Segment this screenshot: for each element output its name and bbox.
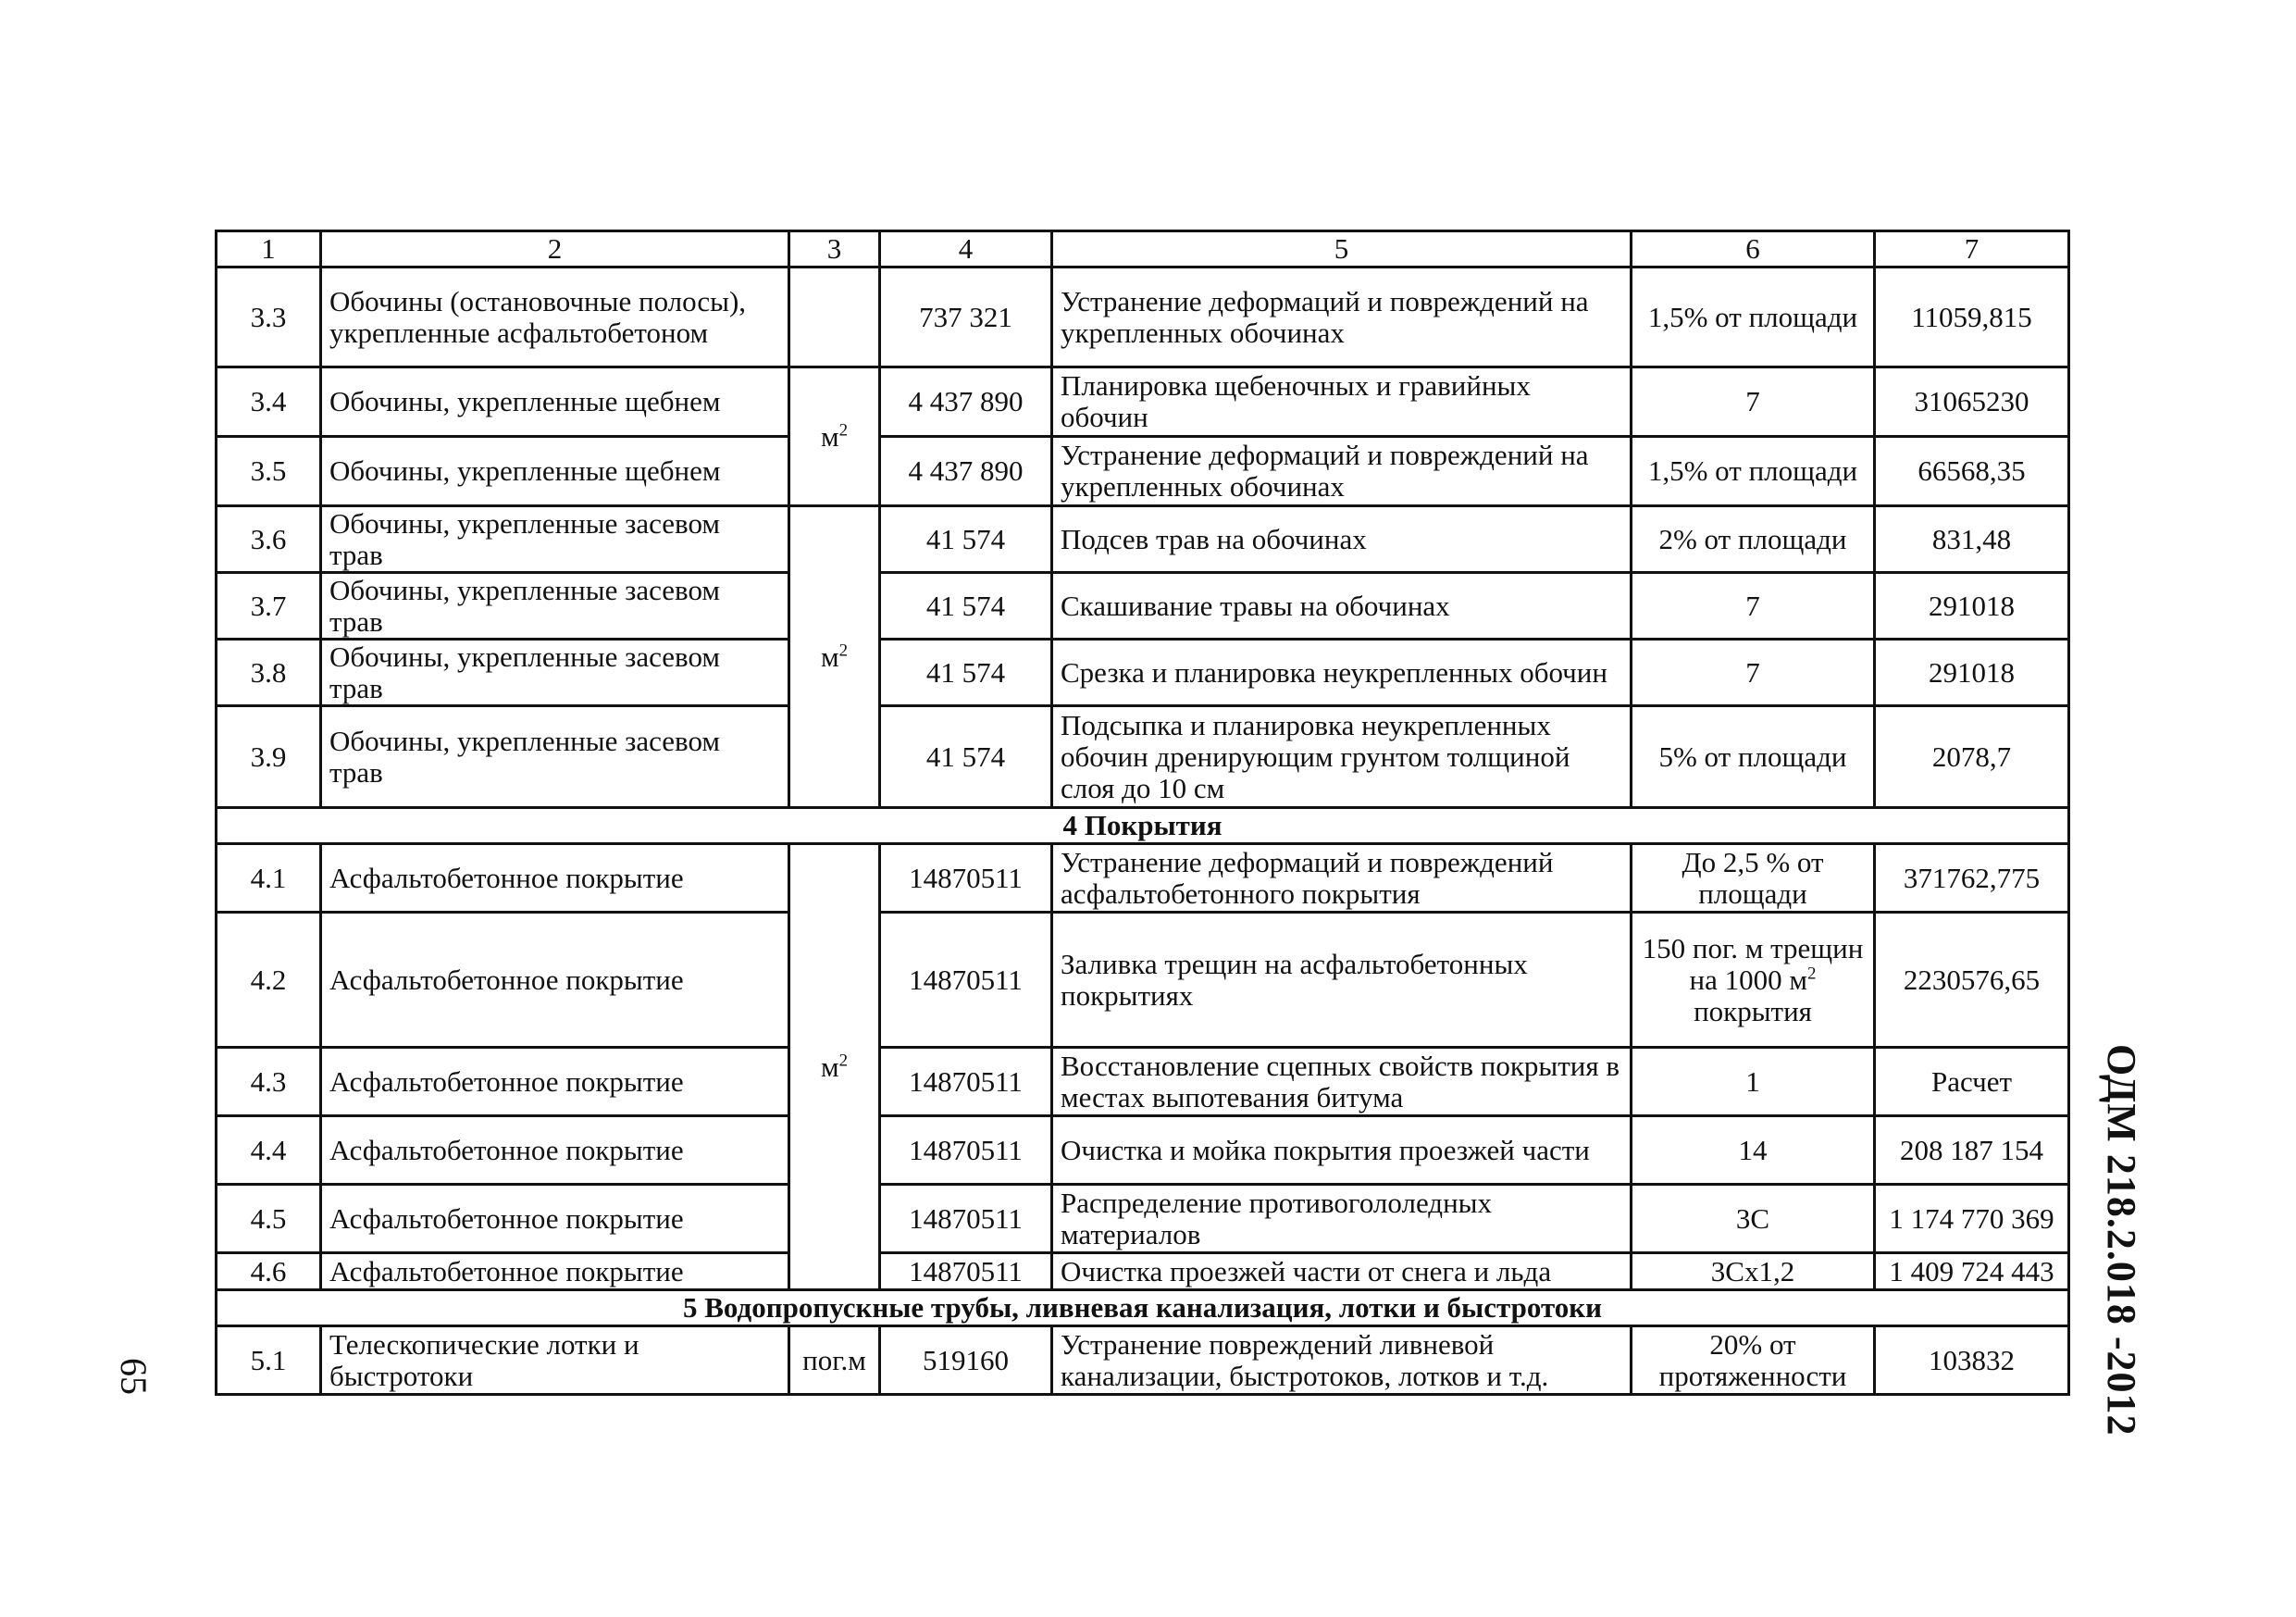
quantity: 4 437 890 [880, 367, 1052, 437]
quantity: 519160 [880, 1326, 1052, 1395]
document-id: ОДМ 218.2.018 -2012 [2099, 1044, 2144, 1437]
total: 103832 [1875, 1326, 2069, 1395]
table-row [217, 913, 2069, 1048]
header-cell: 3 [789, 231, 880, 267]
norm: 1,5% от площади [1632, 437, 1875, 506]
row-number: 4.4 [217, 1116, 321, 1185]
norm: 3Сх1,2 [1632, 1253, 1875, 1290]
table-row [217, 573, 2069, 640]
row-number: 3.3 [217, 267, 321, 367]
maintenance-norms-table [215, 230, 2070, 1396]
unit-cell [789, 506, 880, 808]
unit-cell [789, 267, 880, 367]
total: 291018 [1875, 640, 2069, 706]
norm: 5% от площади [1632, 706, 1875, 808]
row-number: 4.2 [217, 913, 321, 1048]
table-row [217, 706, 2069, 808]
table-row [217, 1253, 2069, 1290]
norm: До 2,5 % от площади [1632, 844, 1875, 913]
header-cell: 1 [217, 231, 321, 267]
header-cell: 7 [1875, 231, 2069, 267]
section-row [217, 808, 2069, 844]
quantity: 41 574 [880, 506, 1052, 573]
row-number: 3.8 [217, 640, 321, 706]
road-element: Обочины, укрепленные засевом трав [321, 506, 789, 573]
total: 831,48 [1875, 506, 2069, 573]
road-element: Асфальтобетонное покрытие [321, 1185, 789, 1253]
quantity: 14870511 [880, 1116, 1052, 1185]
road-element: Обочины, укрепленные засевом трав [321, 706, 789, 808]
unit-superscript: 2 [838, 1051, 849, 1071]
norm: 20% от протяженности [1632, 1326, 1875, 1395]
norm: 2% от площади [1632, 506, 1875, 573]
road-element: Асфальтобетонное покрытие [321, 844, 789, 913]
work-type: Планировка щебеночных и гравийных обочин [1052, 367, 1632, 437]
section-title: 4 Покрытия [217, 808, 2069, 844]
work-type: Устранение деформаций и повреждений на укрепленных обочинах [1052, 437, 1632, 506]
unit-cell [789, 367, 880, 506]
unit-cell: пог.м [789, 1326, 880, 1395]
quantity: 41 574 [880, 706, 1052, 808]
work-type: Устранение повреждений ливневой канализации, быстротоков, лотков и т.д. [1052, 1326, 1632, 1395]
quantity: 41 574 [880, 573, 1052, 640]
table-row [217, 844, 2069, 913]
row-number: 3.7 [217, 573, 321, 640]
road-element: Обочины, укрепленные засевом трав [321, 573, 789, 640]
norm: 7 [1632, 640, 1875, 706]
unit-label: м [820, 1050, 839, 1083]
unit-label: м [820, 419, 839, 453]
quantity: 14870511 [880, 844, 1052, 913]
total: Расчет [1875, 1048, 2069, 1116]
road-element: Асфальтобетонное покрытие [321, 1116, 789, 1185]
norm: 14 [1632, 1116, 1875, 1185]
row-number: 4.3 [217, 1048, 321, 1116]
quantity: 14870511 [880, 1048, 1052, 1116]
table-row [217, 640, 2069, 706]
table-row [217, 367, 2069, 437]
header-cell: 2 [321, 231, 789, 267]
work-type: Очистка проезжей части от снега и льда [1052, 1253, 1632, 1290]
row-number: 3.9 [217, 706, 321, 808]
total: 208 187 154 [1875, 1116, 2069, 1185]
work-type: Подсыпка и планировка неукрепленных обочин дренирующим грунтом толщиной слоя до 10 см [1052, 706, 1632, 808]
section-row [217, 1290, 2069, 1326]
road-element: Асфальтобетонное покрытие [321, 1048, 789, 1116]
road-element: Обочины, укрепленные засевом трав [321, 640, 789, 706]
norm: 1,5% от площади [1632, 267, 1875, 367]
work-type: Заливка трещин на асфальтобетонных покрытиях [1052, 913, 1632, 1048]
work-type: Устранение деформаций и повреждений на укрепленных обочинах [1052, 267, 1632, 367]
row-number: 3.4 [217, 367, 321, 437]
table-row [217, 1185, 2069, 1253]
table-row [217, 267, 2069, 367]
norm: 7 [1632, 573, 1875, 640]
table-row [217, 1326, 2069, 1395]
table-row [217, 1048, 2069, 1116]
row-number: 4.1 [217, 844, 321, 913]
header-cell: 6 [1632, 231, 1875, 267]
work-type: Устранение деформаций и повреждений асфальтобетонного покрытия [1052, 844, 1632, 913]
header-cell: 4 [880, 231, 1052, 267]
quantity: 41 574 [880, 640, 1052, 706]
quantity: 14870511 [880, 1253, 1052, 1290]
total: 31065230 [1875, 367, 2069, 437]
work-type: Подсев трав на обочинах [1052, 506, 1632, 573]
norm-text: 150 пог. м трещин на 1000 м [1642, 931, 1864, 996]
header-cell: 5 [1052, 231, 1632, 267]
road-element: Асфальтобетонное покрытие [321, 913, 789, 1048]
work-type: Распределение противогололедных материалов [1052, 1185, 1632, 1253]
total: 11059,815 [1875, 267, 2069, 367]
table-row [217, 1116, 2069, 1185]
norm [1632, 913, 1875, 1048]
total: 291018 [1875, 573, 2069, 640]
row-number: 3.6 [217, 506, 321, 573]
quantity: 14870511 [880, 913, 1052, 1048]
row-number: 3.5 [217, 437, 321, 506]
row-number: 4.6 [217, 1253, 321, 1290]
table-row [217, 437, 2069, 506]
total: 2230576,65 [1875, 913, 2069, 1048]
unit-label: м [820, 640, 839, 673]
total: 66568,35 [1875, 437, 2069, 506]
road-element: Обочины, укрепленные щебнем [321, 367, 789, 437]
work-type: Срезка и планировка неукрепленных обочин [1052, 640, 1632, 706]
road-element: Обочины (остановочные полосы), укрепленные асфальтобетоном [321, 267, 789, 367]
unit-superscript: 2 [838, 641, 849, 661]
work-type: Скашивание травы на обочинах [1052, 573, 1632, 640]
page-number: 65 [113, 1358, 155, 1395]
road-element: Асфальтобетонное покрытие [321, 1253, 789, 1290]
total: 371762,775 [1875, 844, 2069, 913]
work-type: Восстановление сцепных свойств покрытия в местах выпотевания битума [1052, 1048, 1632, 1116]
quantity: 737 321 [880, 267, 1052, 367]
unit-superscript: 2 [1806, 964, 1817, 984]
total: 1 409 724 443 [1875, 1253, 2069, 1290]
norm: 7 [1632, 367, 1875, 437]
row-number: 4.5 [217, 1185, 321, 1253]
norm-text: покрытия [1694, 994, 1812, 1027]
table-header-row [217, 231, 2069, 267]
unit-superscript: 2 [838, 420, 849, 441]
road-element: Телескопические лотки и быстротоки [321, 1326, 789, 1395]
norm: 1 [1632, 1048, 1875, 1116]
quantity: 14870511 [880, 1185, 1052, 1253]
section-title: 5 Водопропускные трубы, ливневая канализация, лотки и быстротоки [217, 1290, 2069, 1326]
work-type: Очистка и мойка покрытия проезжей части [1052, 1116, 1632, 1185]
unit-cell [789, 844, 880, 1290]
table-row [217, 506, 2069, 573]
row-number: 5.1 [217, 1326, 321, 1395]
total: 1 174 770 369 [1875, 1185, 2069, 1253]
road-element: Обочины, укрепленные щебнем [321, 437, 789, 506]
total: 2078,7 [1875, 706, 2069, 808]
norm: 3С [1632, 1185, 1875, 1253]
quantity: 4 437 890 [880, 437, 1052, 506]
